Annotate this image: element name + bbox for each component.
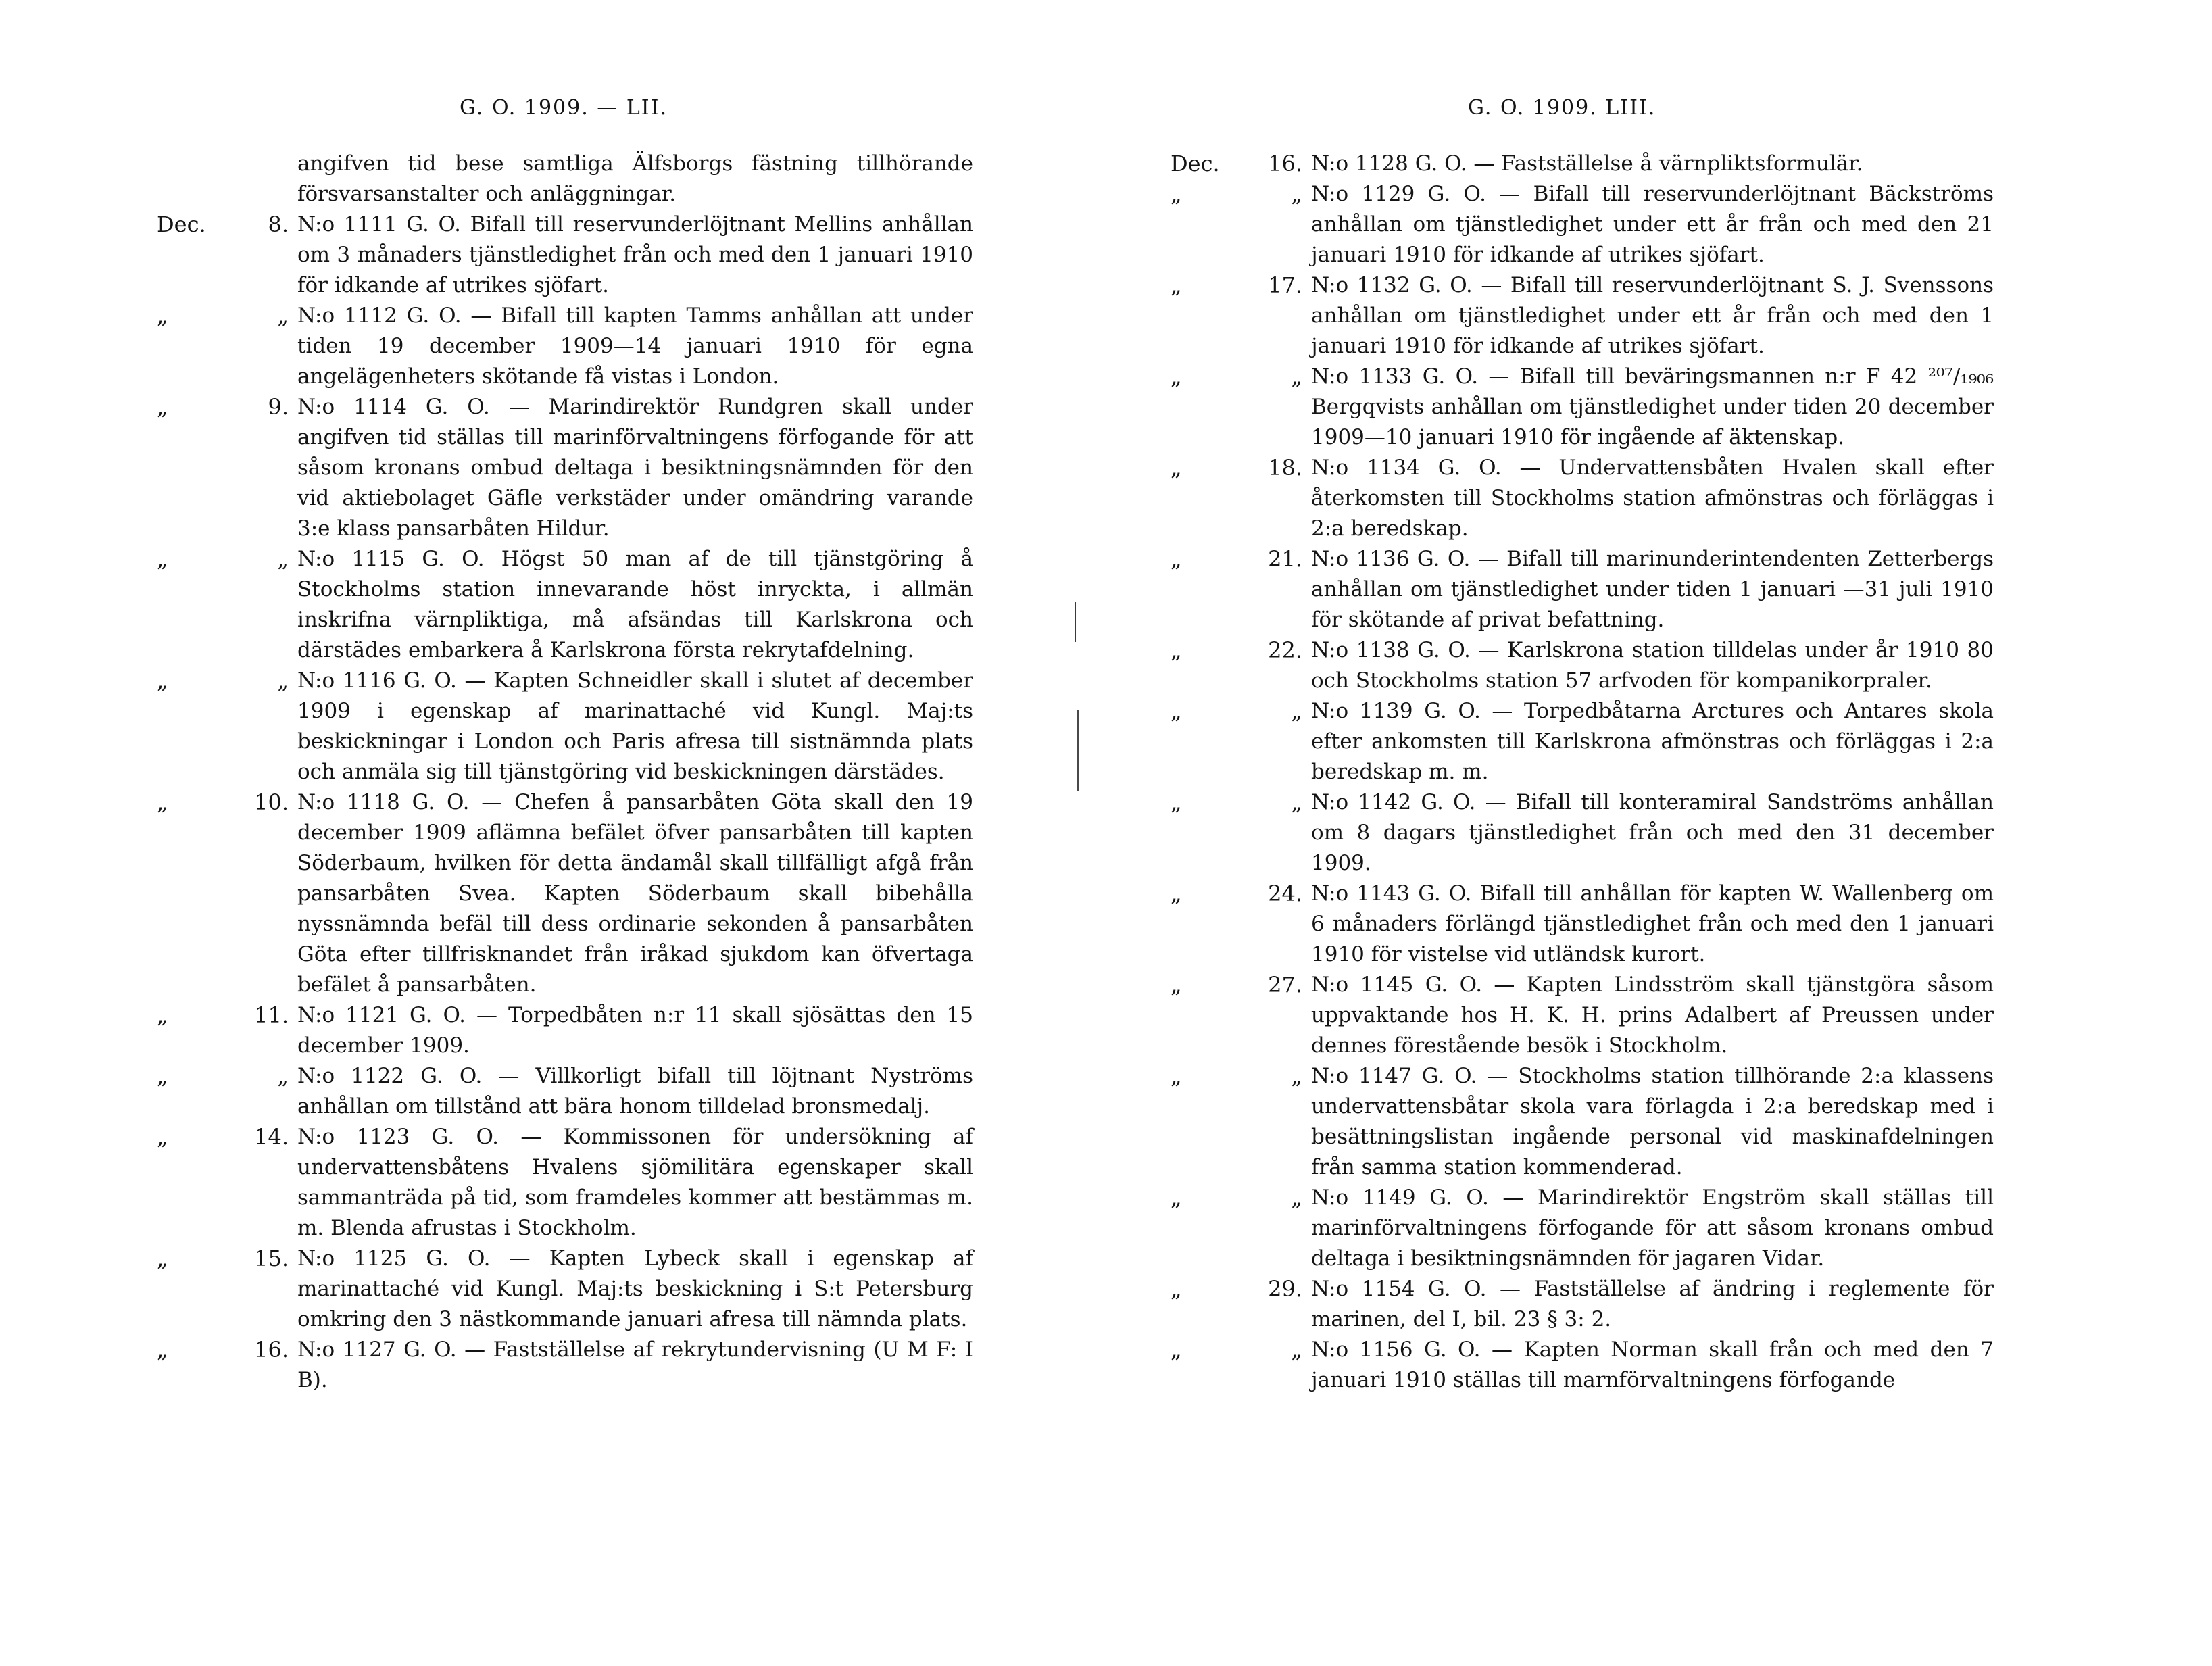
entry-month: „ <box>1171 1337 1182 1363</box>
entry-month: „ <box>157 1246 168 1271</box>
list-item <box>157 1335 973 1396</box>
entry-text: N:o 1115 G. O. Högst 50 man af de till tjänstgöring å Stockholms station innevarande höst inryckta, i allmän inskrifna värnpliktiga, må afsändas till Karlskrona och därstädes embarkera å Karlskrona första rekrytafdelning. <box>297 547 973 662</box>
entry-month: „ <box>1171 881 1182 906</box>
list-item <box>157 301 973 392</box>
entry-day: „ <box>1291 364 1302 389</box>
entry-day: 14. <box>254 1124 289 1150</box>
entry-month: „ <box>1171 272 1182 298</box>
entry-text: N:o 1154 G. O. — Fastställelse af ändring i reglemente för marinen, del I, bil. 23 § 3: 2. <box>1311 1277 1994 1331</box>
entry-text: N:o 1118 G. O. — Chefen å pansarbåten Göta skall den 19 december 1909 aflämna befälet öfver pansarbåten till kapten Söderbaum, hvilken för detta ändamål skall tillfälligt afgå från pansarbåten Svea. Kapten Söderbaum skall bibehålla nyssnämnda befäl till dess ordinarie sekonden å pansarbåten Göta efter tillfrisknandet från iråkad sjukdom kan öfvertaga befälet å pansarbåten. <box>297 790 973 997</box>
entry-text: N:o 1139 G. O. — Torpedbåtarna Arctures och Antares skola efter ankomsten till Karlskrona afmönstras och förläggas i 2:a beredskap m. m. <box>1311 699 1994 784</box>
entries-list-left <box>157 149 973 1396</box>
entry-day: 10. <box>254 789 289 815</box>
entry-text: N:o 1116 G. O. — Kapten Schneidler skall i slutet af december 1909 i egenskap af marinattaché vid Kungl. Maj:ts beskickningar i London och Paris afresa till sistnämnda plats och anmäla sig till tjänstgöring vid beskickningen därstädes. <box>297 668 973 784</box>
list-item <box>157 1122 973 1244</box>
entry-month: „ <box>1171 364 1182 389</box>
entry-day: „ <box>1291 1337 1302 1363</box>
entry-text: N:o 1122 G. O. — Villkorligt bifall till löjtnant Nyströms anhållan om tillstånd att bära honom tilldelad bronsmedalj. <box>297 1064 973 1119</box>
entry-text: N:o 1127 G. O. — Fastställelse af rekrytundervisning (U M F: I B). <box>297 1338 973 1392</box>
entry-month: „ <box>1171 972 1182 998</box>
entry-text: N:o 1129 G. O. — Bifall till reservunderlöjtnant Bäckströms anhållan om tjänstledighet under ett år från och med den 21 januari 1910 för idkande af utrikes sjöfart. <box>1311 182 1994 267</box>
entry-day: 16. <box>254 1337 289 1363</box>
entry-day: „ <box>1291 698 1302 724</box>
entry-day: 24. <box>1268 881 1302 906</box>
list-item <box>1171 635 1994 696</box>
entry-text: N:o 1136 G. O. — Bifall till marinunderintendenten Zetterbergs anhållan om tjänstledighet under tiden 1 januari —31 juli 1910 för skötande af privat befattning. <box>1311 547 1994 632</box>
entry-month: „ <box>1171 1185 1182 1210</box>
list-item <box>1171 1183 1994 1274</box>
entry-text: N:o 1112 G. O. — Bifall till kapten Tamms anhållan att under tiden 19 december 1909—14 januari 1910 för egna angelägenheters skötande få vistas i London. <box>297 303 973 389</box>
entry-month: „ <box>1171 546 1182 572</box>
entry-month: „ <box>157 303 168 328</box>
entry-day: „ <box>1291 789 1302 815</box>
intro-entry <box>157 149 973 210</box>
entry-day: 16. <box>1268 151 1302 176</box>
list-item <box>1171 787 1994 879</box>
list-item <box>1171 696 1994 787</box>
entry-month: „ <box>1171 698 1182 724</box>
list-item <box>157 210 973 301</box>
list-item <box>1171 179 1994 270</box>
entry-text: N:o 1128 G. O. — Fastställelse å värnpliktsformulär. <box>1311 151 1863 176</box>
entry-text: N:o 1138 G. O. — Karlskrona station tilldelas under år 1910 80 och Stockholms station 57 arfvoden för kompanikorpraler. <box>1311 638 1994 693</box>
list-item <box>157 1244 973 1335</box>
list-item <box>1171 1335 1994 1396</box>
entry-text: angifven tid bese samtliga Älfsborgs fästning tillhörande försvarsanstalter och anläggningar. <box>297 151 973 206</box>
entry-day: 27. <box>1268 972 1302 998</box>
entry-month: Dec. <box>1171 151 1220 176</box>
list-item <box>157 1000 973 1061</box>
entry-text: N:o 1143 G. O. Bifall till anhållan för kapten W. Wallenberg om 6 månaders förlängd tjänstledighet från och med den 1 januari 1910 för vistelse vid utländsk kurort. <box>1311 881 1994 966</box>
entry-month: „ <box>1171 1063 1182 1089</box>
entry-text: N:o 1145 G. O. — Kapten Lindsström skall tjänstgöra såsom uppvaktande hos H. K. H. prins Adalbert af Preussen under dennes förestående besök i Stockholm. <box>1311 973 1994 1058</box>
entry-month: „ <box>157 789 168 815</box>
list-item <box>157 1061 973 1122</box>
entry-month: „ <box>157 1063 168 1089</box>
list-item <box>157 787 973 1000</box>
entry-text: N:o 1132 G. O. — Bifall till reservunderlöjtnant S. J. Svenssons anhållan om tjänstledighet under ett år från och med den 1 januari 1910 för idkande af utrikes sjöfart. <box>1311 273 1994 358</box>
entry-day: „ <box>277 303 289 328</box>
entry-month: „ <box>157 668 168 693</box>
scan-margin-rule <box>1077 710 1079 791</box>
right-page <box>1106 0 2212 1666</box>
entry-day: 17. <box>1268 272 1302 298</box>
entry-month: „ <box>1171 637 1182 663</box>
entry-text: N:o 1123 G. O. — Kommissonen för undersökning af undervattensbåtens Hvalens sjömilitära egenskaper skall sammanträda på tid, som framdeles kommer att bestämmas m. m. Blenda afrustas i Stockholm. <box>297 1125 973 1240</box>
list-item <box>1171 544 1994 635</box>
list-item <box>157 544 973 666</box>
list-item <box>1171 1061 1994 1183</box>
list-item <box>1171 362 1994 453</box>
entry-month: „ <box>157 394 168 420</box>
entry-day: 8. <box>268 212 289 237</box>
entry-month: „ <box>157 546 168 572</box>
entry-day: 15. <box>254 1246 289 1271</box>
entry-text: N:o 1134 G. O. — Undervattensbåten Hvalen skall efter återkomsten till Stockholms station afmönstras och förläggas i 2:a beredskap. <box>1311 456 1994 541</box>
entry-text: N:o 1156 G. O. — Kapten Norman skall från och med den 7 januari 1910 ställas till marnförvaltningens förfogande <box>1311 1338 1994 1392</box>
scan-margin-mark <box>1075 602 1076 642</box>
entry-text: N:o 1142 G. O. — Bifall till konteramiral Sandströms anhållan om 8 dagars tjänstledighet från och med den 31 december 1909. <box>1311 790 1994 875</box>
entry-text: N:o 1147 G. O. — Stockholms station tillhörande 2:a klassens undervattensbåtar skola vara förlagda i 2:a beredskap med i besättningslistan ingående personal vid maskinafdelningen från samma station kommenderad. <box>1311 1064 1994 1179</box>
list-item <box>1171 270 1994 362</box>
entry-month: „ <box>1171 789 1182 815</box>
entry-month: „ <box>157 1002 168 1028</box>
entry-day: 18. <box>1268 455 1302 481</box>
entry-month: „ <box>1171 1276 1182 1302</box>
list-item <box>1171 149 1982 179</box>
entry-text: N:o 1111 G. O. Bifall till reservunderlöjtnant Mellins anhållan om 3 månaders tjänstledighet från och med den 1 januari 1910 för idkande af utrikes sjöfart. <box>297 212 973 297</box>
list-item <box>157 666 973 787</box>
entry-text: N:o 1149 G. O. — Marindirektör Engström skall ställas till marinförvaltningens förfogande för att såsom kronans ombud deltaga i besiktningsnämnden för jagaren Vidar. <box>1311 1185 1994 1271</box>
entry-day: „ <box>277 1063 289 1089</box>
entry-text: N:o 1121 G. O. — Torpedbåten n:r 11 skall sjösättas den 15 december 1909. <box>297 1003 973 1058</box>
list-item <box>157 392 973 544</box>
entry-month: „ <box>157 1337 168 1363</box>
entry-text: N:o 1133 G. O. — Bifall till beväringsmannen n:r F 42 ²⁰⁷/₁₉₀₆ Bergqvists anhållan om tjänstledighet under tiden 20 december 1909—10 januari 1910 för ingående af äktenskap. <box>1311 364 1994 449</box>
entry-day: 11. <box>254 1002 289 1028</box>
list-item <box>1171 970 1994 1061</box>
entry-day: 21. <box>1268 546 1302 572</box>
list-item <box>1171 453 1994 544</box>
entry-text: N:o 1125 G. O. — Kapten Lybeck skall i egenskap af marinattaché vid Kungl. Maj:ts beskickning i S:t Petersburg omkring den 3 nästkommande januari afresa till nämnda plats. <box>297 1246 973 1331</box>
page-header-right: G. O. 1909. LIII. <box>1468 96 1656 120</box>
entry-month: Dec. <box>157 212 206 237</box>
entry-day: „ <box>277 546 289 572</box>
entry-month: „ <box>1171 181 1182 207</box>
entry-day: 9. <box>268 394 289 420</box>
list-item <box>1171 879 1994 970</box>
entry-day: 22. <box>1268 637 1302 663</box>
entry-day: „ <box>1291 1185 1302 1210</box>
list-item <box>1171 1274 1994 1335</box>
entry-day: „ <box>1291 1063 1302 1089</box>
entry-month: „ <box>1171 455 1182 481</box>
entry-day: 29. <box>1268 1276 1302 1302</box>
entry-month: „ <box>157 1124 168 1150</box>
entries-list-right <box>1171 149 1994 1396</box>
entry-text: N:o 1114 G. O. — Marindirektör Rundgren skall under angifven tid ställas till marinförvaltningens förfogande för att såsom kronans ombud deltaga i besiktningsnämnden för den vid aktiebolaget Gäfle verkstäder under omändring varande 3:e klass pansarbåten Hildur. <box>297 395 973 541</box>
page-header-left: G. O. 1909. — LII. <box>460 96 668 120</box>
entry-day: „ <box>1291 181 1302 207</box>
entry-day: „ <box>277 668 289 693</box>
